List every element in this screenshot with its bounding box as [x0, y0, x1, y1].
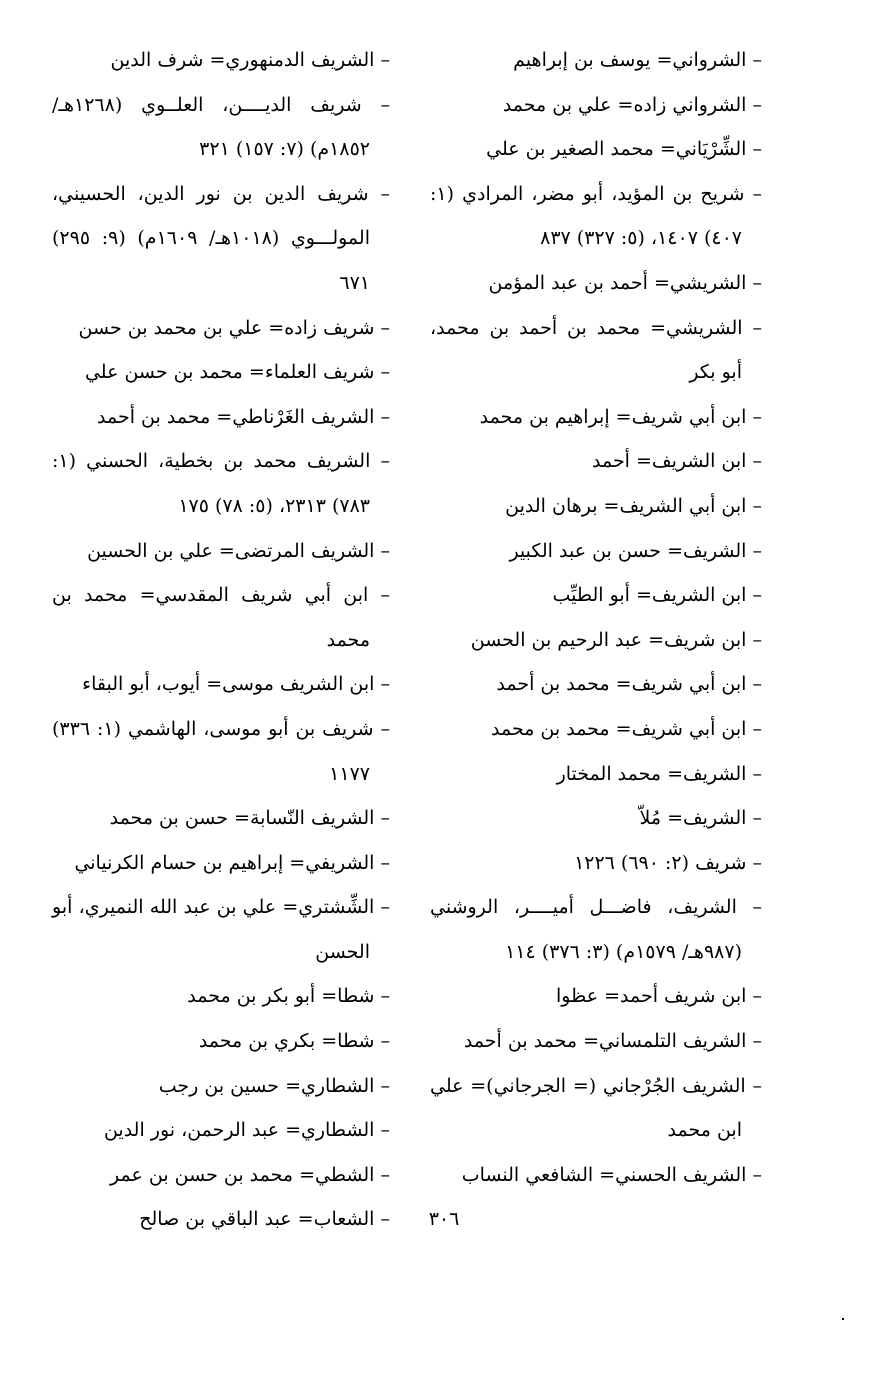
index-entry: – الشريف الجُرْجاني (= الجرجاني)= علي ابن محمد: [430, 1074, 762, 1142]
index-column-right: [430, 38, 762, 1197]
index-entry: – ابن الشريف= أبو الطيِّب: [552, 584, 762, 607]
index-entry: – ابن شريف أحمد= عظوا: [556, 985, 762, 1008]
index-entry: – الشريف= حسن بن عبد الكبير: [509, 539, 762, 562]
index-entry: – شريف الدين بن نور الدين، الحسيني، المولـــوي (١٠١٨هـ/ ١٦٠٩م) (٩: ٢٩٥) ٦٧١: [52, 182, 390, 294]
index-entry: – الشرواني زاده= علي بن محمد: [502, 93, 762, 116]
index-entry: – شريف (٢: ٦٩٠) ١٢٢٦: [574, 851, 762, 874]
index-entry: – الشريشي= محمد بن أحمد بن محمد، أبو بكر: [430, 316, 762, 384]
index-entry: – الشريف محمد بن بخطية، الحسني (١: ٧٨٣) ٢٣١٣، (٥: ٧٨) ١٧٥: [52, 450, 390, 517]
index-entry: – الشريف، فاضـــل أميــــر، الروشني (٩٨٧هـ/ ١٥٧٩م) (٣: ٣٧٦) ١١٤: [430, 896, 762, 963]
index-entry: – الشريف= محمد المختار: [556, 762, 762, 785]
index-entry: – شطا= بكري بن محمد: [198, 1030, 390, 1053]
index-entry: – شريف الديــــن، العلــوي (١٢٦٨هـ/ ١٨٥٢م) (٧: ١٥٧) ٣٢١: [52, 93, 390, 161]
index-entry: – الشِّرْيَاني= محمد الصغير بن علي: [486, 138, 762, 161]
index-entry: – الشطي= محمد بن حسن بن عمر: [110, 1163, 390, 1186]
index-entry: – الشطاري= حسين بن رجب: [158, 1074, 390, 1097]
index-entry: – ابن أبي شريف المقدسي= محمد بن محمد: [52, 584, 390, 651]
index-entry: – الشطاري= عبد الرحمن، نور الدين: [103, 1119, 390, 1142]
index-entry: – الشريف المرتضى= علي بن الحسين: [87, 539, 390, 562]
index-entry: – شريح بن المؤيد، أبو مضر، المرادي (١: ٤٠٧) ١٤٠٧، (٥: ٣٢٧) ٨٣٧: [430, 182, 762, 250]
page-number: ٣٠٦: [428, 1208, 460, 1230]
index-entry: – الشِّشتري= علي بن عبد الله النميري، أبو الحسن: [52, 896, 390, 963]
index-entry: – ابن الشريف موسى= أيوب، أبو البقاء: [82, 673, 390, 696]
index-entry: – الشريف= مُلاّ: [639, 807, 762, 830]
index-entry: – ابن أبي الشريف= برهان الدين: [505, 494, 762, 517]
index-entry: – الشريفي= إبراهيم بن حسام الكرنياني: [74, 851, 390, 874]
index-entry: – الشريف الغَرْناطي= محمد بن أحمد: [97, 405, 390, 428]
index-entry: – الشريف التلمساني= محمد بن أحمد: [463, 1030, 762, 1053]
index-entry: – ابن شريف= عبد الرحيم بن الحسن: [470, 628, 762, 651]
index-entry: – شريف بن أبو موسى، الهاشمي (١: ٣٣٦) ١١٧٧: [52, 717, 390, 785]
index-entry: – ابن أبي شريف= إبراهيم بن محمد: [479, 405, 762, 428]
index-entry: – الشريشي= أحمد بن عبد المؤمن: [488, 271, 762, 294]
index-entry: – ابن أبي شريف= محمد بن أحمد: [496, 673, 762, 696]
index-column-left: [52, 38, 390, 1242]
stray-mark: [842, 1318, 844, 1320]
index-entry: – الشريف الحسني= الشافعي النساب: [461, 1163, 762, 1186]
index-entry: – شريف العلماء= محمد بن حسن علي: [84, 361, 390, 384]
index-entry: – الشريف الدمنهوري= شرف الدين: [110, 49, 390, 71]
index-entry: – الشرواني= يوسف بن إبراهيم: [513, 49, 762, 71]
index-entry: – ابن الشريف= أحمد: [591, 450, 762, 473]
index-entry: – الشعاب= عبد الباقي بن صالح: [139, 1208, 390, 1231]
index-entry: – شطا= أبو بكر بن محمد: [187, 985, 390, 1008]
index-entry: – شريف زاده= علي بن محمد بن حسن: [78, 316, 390, 339]
index-entry: – الشريف النّسابة= حسن بن محمد: [109, 807, 390, 830]
index-entry: – ابن أبي شريف= محمد بن محمد: [490, 717, 762, 740]
